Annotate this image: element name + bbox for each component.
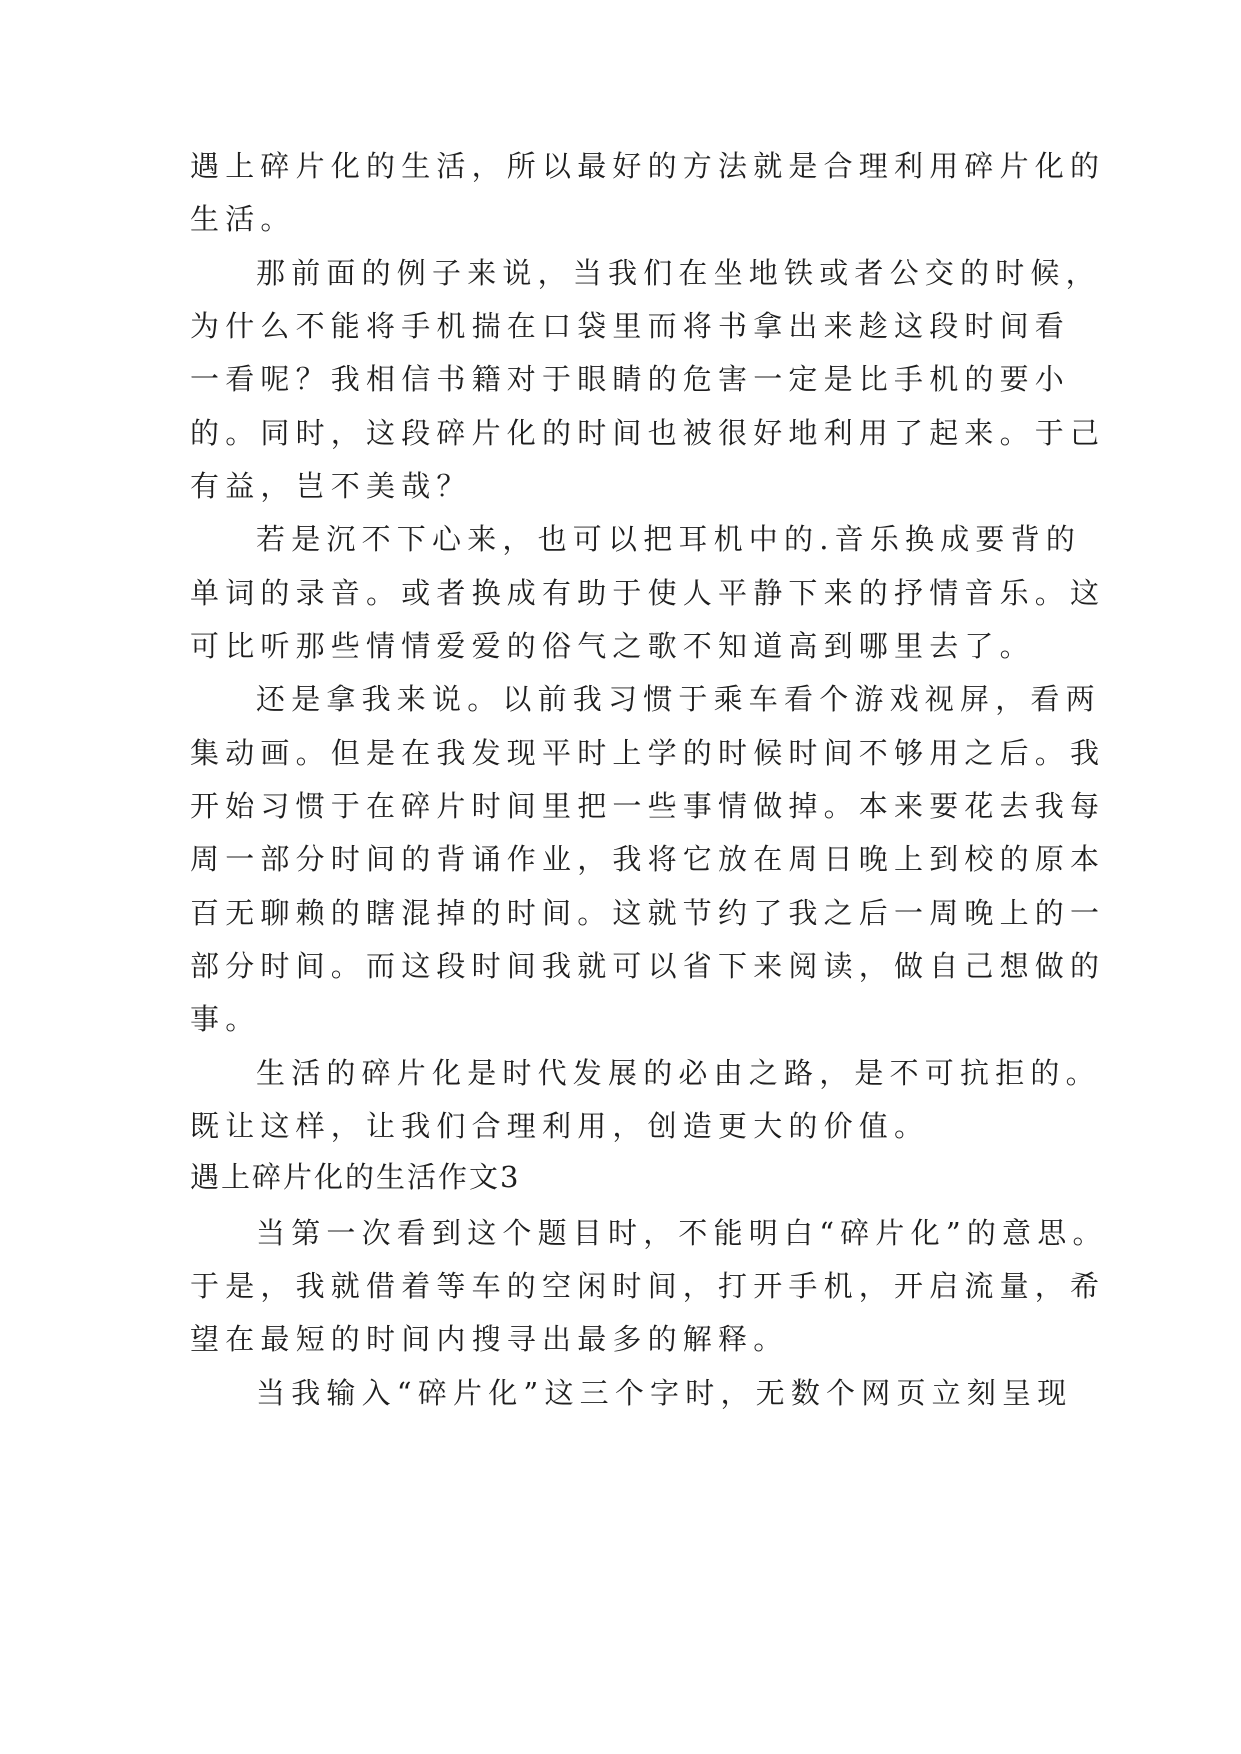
text-line: 遇上碎片化的生活，所以最好的方法就是合理利用碎片化的 — [190, 149, 1106, 183]
text-line: 开始习惯于在碎片时间里把一些事情做掉。本来要花去我每 — [190, 789, 1106, 823]
text-line: 事。 — [190, 1002, 261, 1036]
paragraph-start-line: 那前面的例子来说，当我们在坐地铁或者公交的时候， — [256, 256, 1101, 290]
text-line: 部分时间。而这段时间我就可以省下来阅读，做自己想做的 — [190, 949, 1106, 983]
text-line: 望在最短的时间内搜寻出最多的解释。 — [190, 1322, 789, 1356]
text-line: 有益，岂不美哉？ — [190, 469, 472, 503]
text-line: 百无聊赖的瞎混掉的时间。这就节约了我之后一周晚上的一 — [190, 896, 1106, 930]
text-line: 生活。 — [190, 202, 296, 236]
paragraph-start-line: 当第一次看到这个题目时，不能明白“碎片化”的意思。 — [256, 1216, 1108, 1250]
text-line: 集动画。但是在我发现平时上学的时候时间不够用之后。我 — [190, 736, 1106, 770]
text-line: 可比听那些情情爱爱的俗气之歌不知道高到哪里去了。 — [190, 629, 1035, 663]
paragraph-start-line: 若是沉不下心来，也可以把耳机中的.音乐换成要背的 — [256, 522, 1082, 556]
text-line: 单词的录音。或者换成有助于使人平静下来的抒情音乐。这 — [190, 576, 1106, 610]
text-line: 既让这样，让我们合理利用，创造更大的价值。 — [190, 1109, 930, 1143]
text-line: 于是，我就借着等车的空闲时间，打开手机，开启流量，希 — [190, 1269, 1106, 1303]
text-line: 为什么不能将手机揣在口袋里而将书拿出来趁这段时间看 — [190, 309, 1071, 343]
paragraph-start-line: 生活的碎片化是时代发展的必由之路，是不可抗拒的。 — [256, 1056, 1101, 1090]
section-heading: 遇上碎片化的生活作文3 — [190, 1160, 521, 1194]
text-line: 一看呢？我相信书籍对于眼睛的危害一定是比手机的要小 — [190, 362, 1071, 396]
text-line: 的。同时，这段碎片化的时间也被很好地利用了起来。于己 — [190, 416, 1106, 450]
paragraph-start-line: 还是拿我来说。以前我习惯于乘车看个游戏视屏，看两 — [256, 682, 1101, 716]
text-line: 周一部分时间的背诵作业，我将它放在周日晚上到校的原本 — [190, 842, 1106, 876]
document-page — [190, 0, 1108, 1754]
paragraph-start-line: 当我输入“碎片化”这三个字时，无数个网页立刻呈现 — [256, 1376, 1073, 1410]
